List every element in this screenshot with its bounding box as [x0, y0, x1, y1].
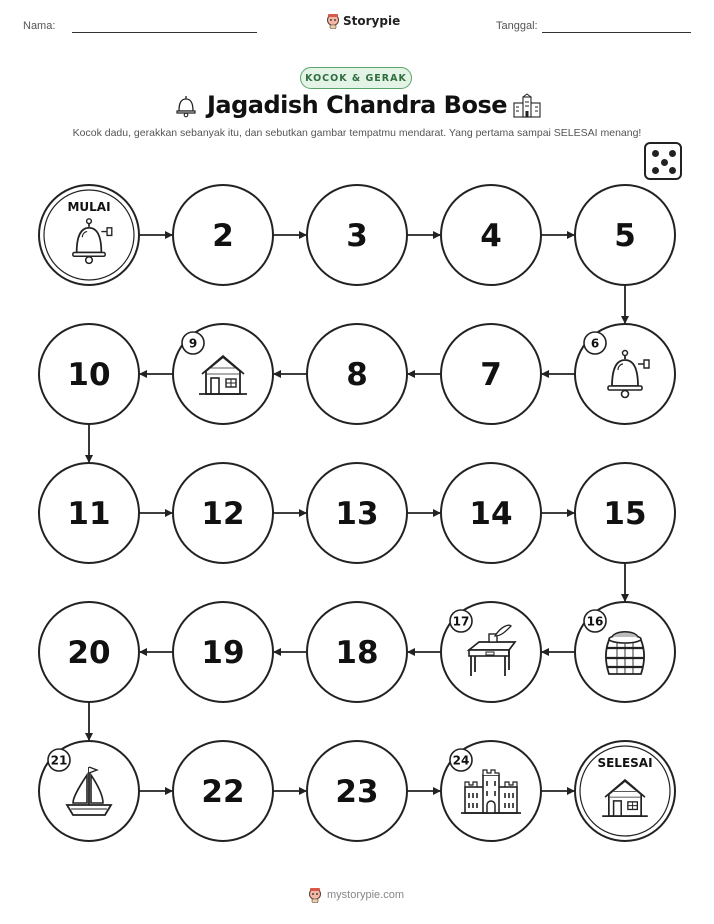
- space-number: 14: [469, 496, 513, 532]
- board-space-12: [173, 463, 273, 563]
- space-number: 21: [50, 753, 68, 768]
- board-space-11: [39, 463, 139, 563]
- board-space-10: [39, 324, 139, 424]
- board-space-8: [307, 324, 407, 424]
- board-space-18: [307, 602, 407, 702]
- board-space-7: [441, 324, 541, 424]
- space-label: SELESAI: [597, 756, 653, 770]
- space-number: 10: [67, 357, 111, 393]
- space-number: 8: [346, 357, 368, 393]
- page-title: Jagadish Chandra Bose: [206, 91, 508, 119]
- space-number: 16: [586, 614, 604, 629]
- board-space-15: [575, 463, 675, 563]
- space-label: MULAI: [67, 200, 111, 214]
- space-number: 2: [212, 218, 234, 254]
- board-space-2: [173, 185, 273, 285]
- footer: [308, 887, 404, 903]
- board-space-4: [441, 185, 541, 285]
- brand-name: Storypie: [343, 14, 401, 28]
- space-number: 12: [201, 496, 245, 532]
- board-space-19: [173, 602, 273, 702]
- footer-url: mystorypie.com: [327, 889, 405, 901]
- space-number: 9: [188, 336, 198, 351]
- space-number: 17: [452, 614, 470, 629]
- space-number: 20: [67, 635, 111, 671]
- name-label: Nama:: [23, 20, 56, 32]
- board-space-22: [173, 741, 273, 841]
- board-space-16: [575, 602, 675, 702]
- space-number: 3: [346, 218, 368, 254]
- space-number: 19: [201, 635, 245, 671]
- board-space-1: [39, 185, 139, 285]
- space-number: 4: [480, 218, 502, 254]
- activity-badge: KOCOK & GERAK: [300, 67, 412, 89]
- board-space-9: [173, 324, 273, 424]
- space-number: 24: [452, 753, 470, 768]
- space-number: 23: [335, 774, 379, 810]
- board-space-21: [39, 741, 139, 841]
- board-space-17: [441, 602, 541, 702]
- space-number: 13: [335, 496, 379, 532]
- board-space-23: [307, 741, 407, 841]
- board-space-6: [575, 324, 675, 424]
- board-space-14: [441, 463, 541, 563]
- board-space-3: [307, 185, 407, 285]
- space-number: 5: [614, 218, 636, 254]
- date-label: Tanggal:: [496, 20, 538, 32]
- storypie-mascot-icon: [308, 887, 322, 903]
- board-space-25: [575, 741, 675, 841]
- space-number: 22: [201, 774, 245, 810]
- board-space-20: [39, 602, 139, 702]
- space-number: 6: [590, 336, 600, 351]
- space-number: 11: [67, 496, 111, 532]
- barrel-icon: [606, 632, 644, 674]
- board-space-5: [575, 185, 675, 285]
- space-number: 18: [335, 635, 379, 671]
- space-number: 7: [480, 357, 502, 393]
- board-space-24: [441, 741, 541, 841]
- board-space-13: [307, 463, 407, 563]
- space-number: 15: [603, 496, 647, 532]
- instructions: Kocok dadu, gerakkan sebanyak itu, dan sebutkan gambar tempatmu mendarat. Yang pertama sampai SELESAI menang!: [72, 127, 642, 139]
